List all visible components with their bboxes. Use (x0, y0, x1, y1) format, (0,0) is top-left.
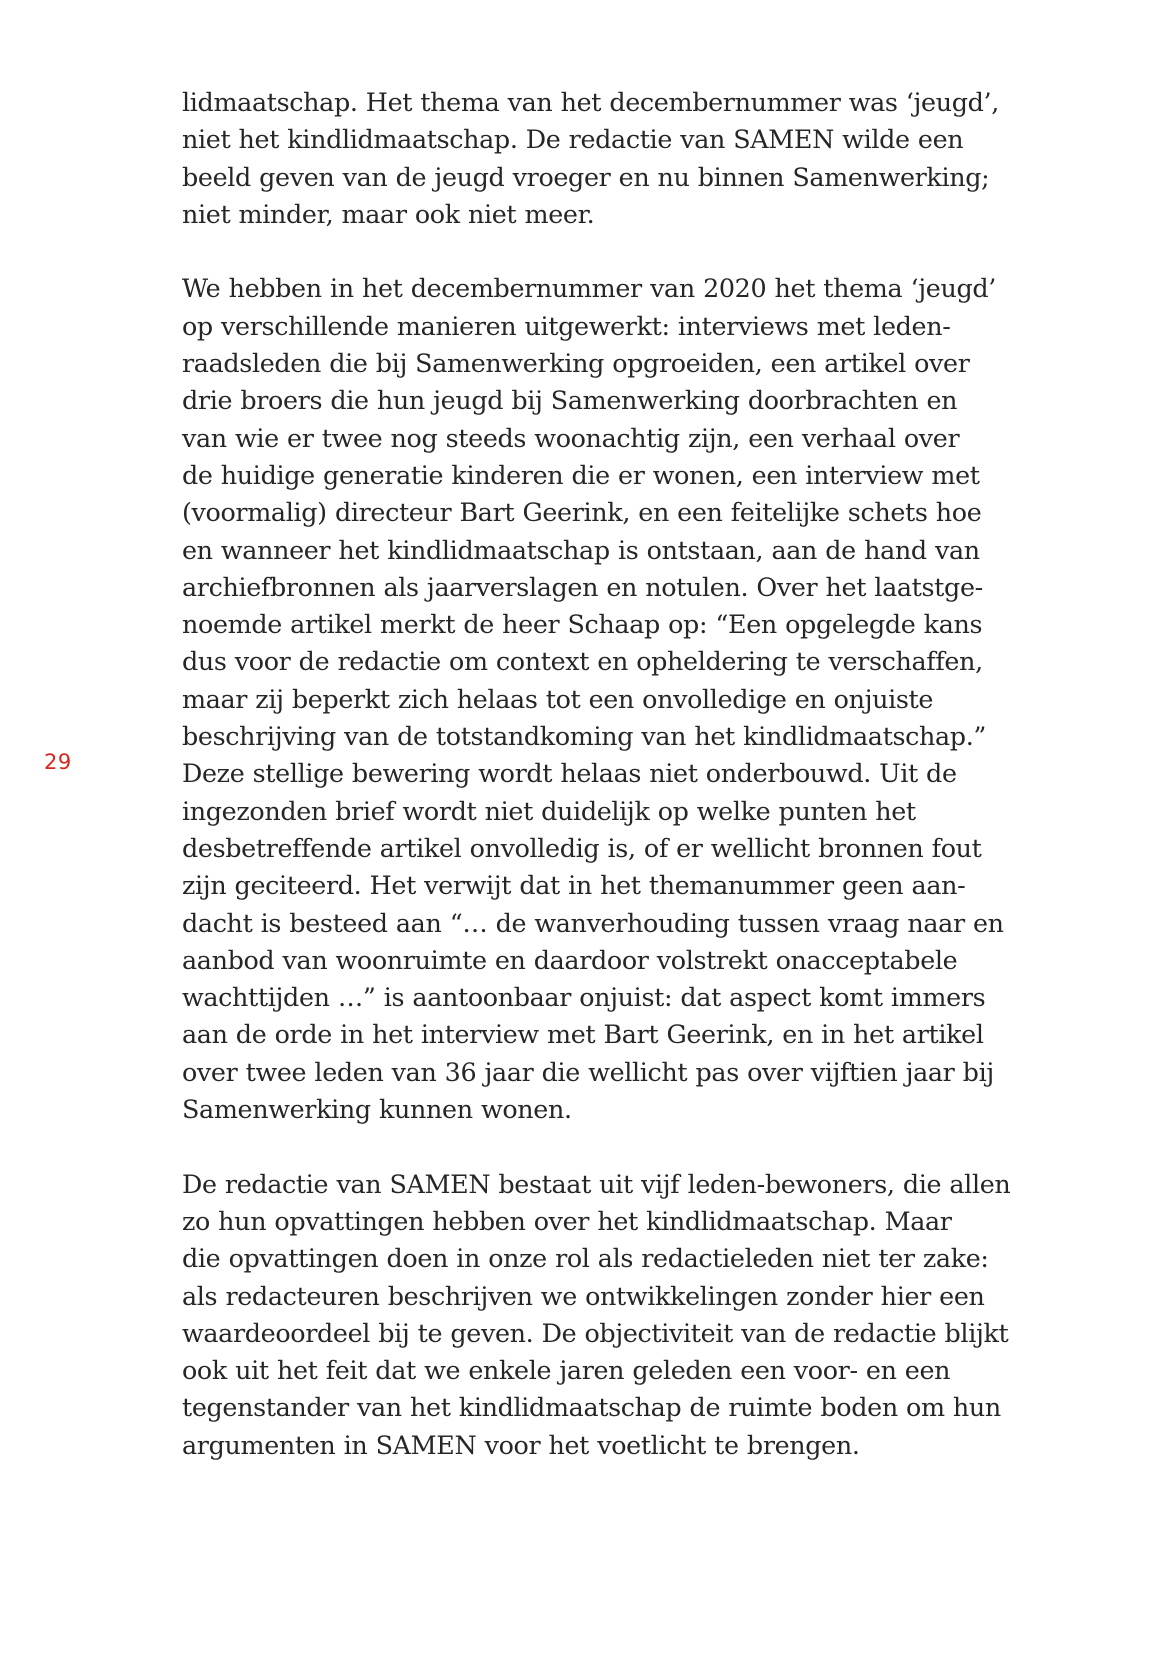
text-line: die opvattingen doen in onze rol als redactieleden niet ter zake: (182, 1243, 989, 1274)
text-line: Samenwerking kunnen wonen. (182, 1094, 572, 1125)
text-line: dacht is besteed aan “… de wanverhouding tussen vraag naar en (182, 907, 1004, 938)
text-line: als redacteuren beschrijven we ontwikkelingen zonder hier een (182, 1280, 985, 1311)
page-number: 29 (44, 750, 72, 774)
text-line: ook uit het feit dat we enkele jaren geleden een voor- en een (182, 1355, 951, 1386)
text-line: zo hun opvattingen hebben over het kindlidmaatschap. Maar (182, 1205, 952, 1236)
text-line: raadsleden die bij Samenwerking opgroeiden, een artikel over (182, 348, 970, 379)
text-line: beschrijving van de totstandkoming van het kindlidmaatschap.” (182, 721, 987, 752)
text-line: maar zij beperkt zich helaas tot een onvolledige en onjuiste (182, 683, 934, 714)
text-line: aan de orde in het interview met Bart Geerink, en in het artikel (182, 1019, 984, 1050)
text-line: over twee leden van 36 jaar die wellicht pas over vijftien jaar bij (182, 1056, 994, 1087)
paragraph-2 (182, 270, 1082, 1128)
text-line: beeld geven van de jeugd vroeger en nu binnen Samenwerking; (182, 161, 990, 192)
article-body (182, 84, 1082, 1464)
text-line: drie broers die hun jeugd bij Samenwerking doorbrachten en (182, 385, 958, 416)
text-line: niet het kindlidmaatschap. De redactie van SAMEN wilde een (182, 124, 964, 155)
text-line: tegenstander van het kindlidmaatschap de ruimte boden om hun (182, 1392, 1001, 1423)
text-line: wachttijden …” is aantoonbaar onjuist: dat aspect komt immers (182, 982, 986, 1013)
text-line: niet minder, maar ook niet meer. (182, 198, 595, 229)
text-line: dus voor de redactie om context en opheldering te verschaffen, (182, 646, 983, 677)
text-line: noemde artikel merkt de heer Schaap op: “Een opgelegde kans (182, 609, 983, 640)
text-line: lidmaatschap. Het thema van het decembernummer was ‘jeugd’, (182, 87, 999, 117)
text-line: desbetreffende artikel onvolledig is, of er wellicht bronnen fout (182, 832, 982, 863)
text-line: Deze stellige bewering wordt helaas niet onderbouwd. Uit de (182, 758, 957, 789)
paragraph-3 (182, 1166, 1082, 1464)
text-line: zijn geciteerd. Het verwijt dat in het themanummer geen aan- (182, 870, 966, 901)
text-line: argumenten in SAMEN voor het voetlicht te brengen. (182, 1429, 860, 1460)
text-line: (voormalig) directeur Bart Geerink, en een feitelijke schets hoe (182, 497, 982, 528)
text-line: We hebben in het decembernummer van 2020 het thema ‘jeugd’ (182, 273, 996, 304)
text-line: De redactie van SAMEN bestaat uit vijf leden-bewoners, die allen (182, 1168, 1011, 1199)
text-line: de huidige generatie kinderen die er wonen, een interview met (182, 459, 980, 490)
text-line: en wanneer het kindlidmaatschap is ontstaan, aan de hand van (182, 534, 980, 565)
text-line: aanbod van woonruimte en daardoor volstrekt onacceptabele (182, 944, 958, 975)
text-line: op verschillende manieren uitgewerkt: interviews met leden- (182, 310, 951, 341)
paragraph-1 (182, 84, 1082, 233)
text-line: van wie er twee nog steeds woonachtig zijn, een verhaal over (182, 422, 960, 453)
text-line: archiefbronnen als jaarverslagen en notulen. Over het laatstge- (182, 571, 983, 602)
text-line: waardeoordeel bij te geven. De objectiviteit van de redactie blijkt (182, 1317, 1009, 1348)
text-line: ingezonden brief wordt niet duidelijk op welke punten het (182, 795, 916, 826)
